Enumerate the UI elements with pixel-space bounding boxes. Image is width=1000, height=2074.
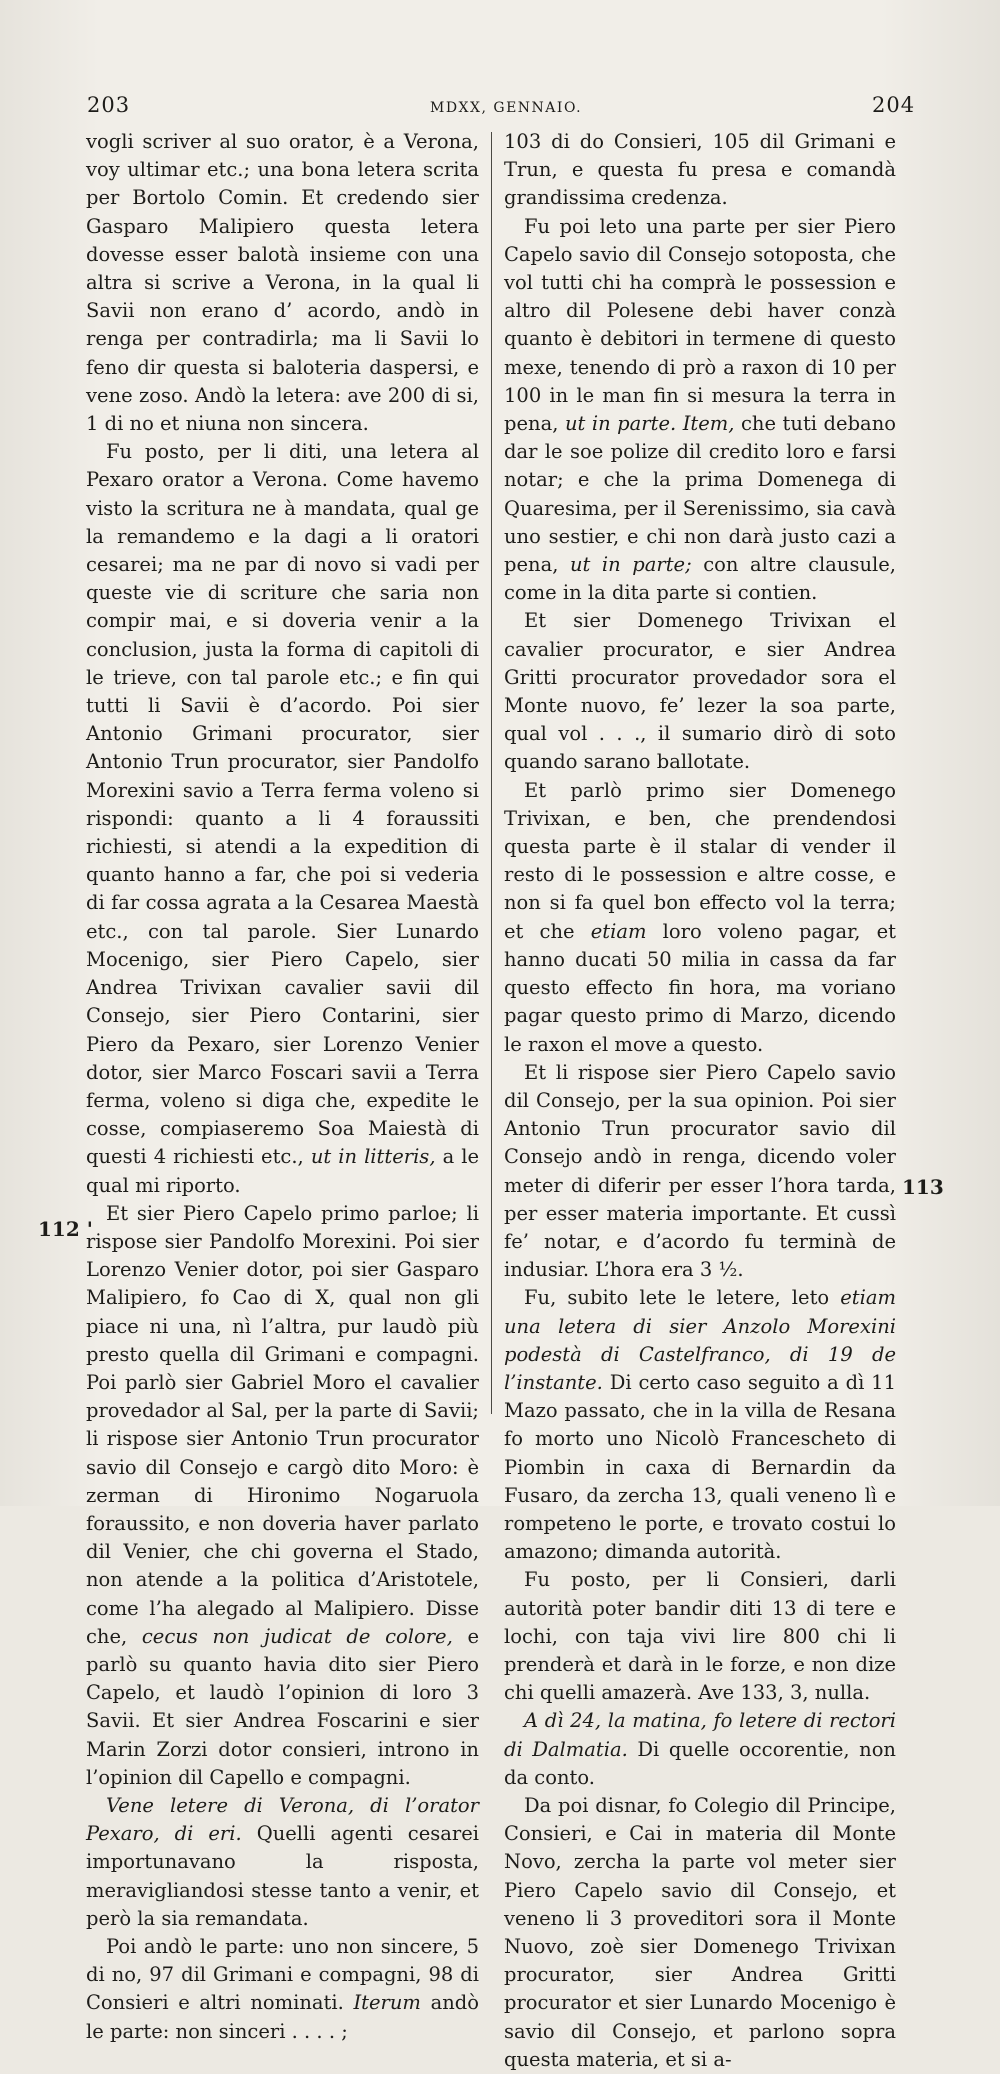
text-run: Fu posto, per li diti, una letera al Pexaro orator a Verona. Come havemo visto la scritura ne à mandata, qual ge la remandemo e la dagi a li oratori cesarei; ma ne par di novo si vadi per queste vie di scriture che saria non compir mai, e si doveria venir a la conclusion, justa la forma di capitoli di le trieve, con tal parole etc.; e fin qui tutti li Savii è d’acordo. Poi sier Antonio Grimani procurator, sier Antonio Trun procurator, sier Pandolfo Morexini savio a Terra ferma voleno si rispondi: quanto a li 4 foraussiti richiesti, si atendi a la expedition di quanto hanno a far, che poi si vederia di far cossa agrata a la Cesarea Maestà etc., con tal parole. Sier Lunardo Mocenigo, sier Piero Capelo, sier Andrea Trivixan cavalier savii dil Consejo, sier Piero Contarini, sier Piero da Pexaro, sier Lorenzo Venier dotor, sier Marco Foscari savii a Terra ferma, voleno si diga che, expedite le cosse, compiaseremo Soa Maiestà di questi 4 richiesti etc., [86,440,479,1169]
paragraph: 103 di do Consieri, 105 dil Grimani e Trun, e questa fu presa e comandà grandissima credenza. [504,130,896,210]
page-number-right: 204 [872,93,916,117]
paragraph [86,1933,479,2046]
text-run: loro voleno pagar, et hanno ducati 50 milia in cassa da far questo effecto fin hora, ma voriano pagar questo primo di Marzo, dicendo le raxon el move a questo. [504,919,896,1056]
page-number-left: 203 [87,93,131,117]
text-run: Di quelle occorentie, non da conto. [504,1737,896,1789]
italic-run: A dì 24, la matina, fo letere di rectori di Dalmatia. [504,1709,896,1761]
italic-run: etiam una letera di sier Anzolo Morexini podestà di Castelfranco, di 19 de l’instante. [504,1286,896,1394]
paragraph: Da poi disnar, fo Colegio dil Principe, Consieri, e Cai in materia dil Monte Novo, zercha la parte vol meter sier Piero Capelo savio dil Consejo, et veneno li 3 proveditori sora il Monte Nuovo, zoè sier Domenego Trivixan procurator, sier Andrea Gritti procurator et sier Lunardo Mocenigo è savio dil Consejo, et parlono sopra questa materia, et si a- [504,1793,896,2071]
right-column [504,128,896,2074]
paragraph: Et sier Domenego Trivixan el cavalier procurator, e sier Andrea Gritti procurator provedador sora el Monte nuovo, fe’ lezer la soa parte, qual vol . . ., il sumario dirò di soto quando sarano ballotate. [504,609,896,774]
italic-run: etiam [590,919,647,943]
paragraph: Fu posto, per li Consieri, darli autorità poter bandir diti 13 di tere e lochi, con taja vivi lire 800 chi li prenderà et darà in le forze, e non dize chi quelli amazerà. Ave 133, 3, nulla. [504,1568,896,1705]
italic-run: Iterum [353,1991,421,2015]
left-column [86,128,479,2046]
text-run: Quelli agenti cesarei importunavano la risposta, meravigliandosi stesse tanto a venir, et però la sia remandata. [86,1822,479,1930]
paragraph [504,213,896,608]
paragraph: vogli scriver al suo orator, è a Verona, voy ultimar etc.; una bona letera scrita per Bortolo Comin. Et credendo sier Gasparo Malipiero questa letera dovesse esser balotà insieme con una altra si scrive a Verona, in la qual li Savii non erano d’ acordo, andò in renga per contradirla; ma li Savii lo feno dir questa si baloteria daspersi, e vene zoso. Andò la letera: ave 200 di si, 1 di no et niuna non sincera. [86,130,479,436]
paragraph [504,1284,896,1566]
column-divider [491,132,492,1414]
paragraph [86,1200,479,1792]
text-run: che tuti debano dar le soe polize dil credito loro e farsi notar; e che la prima Domenega di Quaresima, per il Serenissimo, sia cavà uno sestier, e chi non darà justo cazi a pena, [504,412,896,577]
text-run: andò le parte: non sinceri . . . . ; [86,1991,479,2043]
text-run: Di certo caso seguito a dì 11 Mazo passato, che in la villa de Resana fo morto uno Nicolò Francescheto di Piombin in caxa di Bernardin da Fusaro, da zercha 13, quali veneno lì e rompeteno le porte, e trovato costui lo amazono; dimanda autorità. [504,1370,896,1564]
text-run: Poi andò le parte: uno non sincere, 5 di no, 97 dil Grimani e compagni, 98 di Consieri e altri nominati. [86,1935,479,2015]
text-run: a le qual mi riporto. [86,1145,480,1197]
text-run: Fu, subito lete le letere, leto [524,1286,830,1310]
paragraph [504,777,896,1059]
margin-note-right: 113 [902,1175,944,1199]
italic-run: ut in parte. Item, [564,412,735,436]
italic-run: cecus non judicat de colore, [141,1624,453,1648]
paragraph [86,438,479,1199]
text-run: Et sier Piero Capelo primo parloe; li rispose sier Pandolfo Morexini. Poi sier Lorenzo Venier dotor, poi sier Gasparo Malipiero, fo Cao di X, qual non gli piace ni una, nì l’altra, pur laudò più presto quella dil Grimani e compagni. Poi parlò sier Gabriel Moro el cavalier provedador al Sal, per la parte di Savii; li rispose sier Antonio Trun procurator savio dil Consejo e cargò dito Moro: è zerman di Hironimo Nogaruola foraussito, e non doveria haver parlato dil Venier, che chi governa el Stado, non atende a la politica d’Aristotele, come l’ha alegado al Malipiero. Disse che, [86,1201,479,1648]
text-run: Et parlò primo sier Domenego Trivixan, e ben, che prendendosi questa parte è il stalar di vender il resto di le possession e altre cosse, e non si fa quel bon effecto vol la terra; et che [504,778,896,943]
text-run: e parlò su quanto havia dito sier Piero Capelo, et laudò l’opinion di loro 3 Savii. Et sier Andrea Foscarini e sier Marin Zorzi dotor consieri, introno in l’opinion dil Capello e compagni. [86,1624,480,1789]
italic-run: ut in litteris, [310,1145,436,1169]
text-run: Fu poi leto una parte per sier Piero Capelo savio dil Consejo sotoposta, che vol tutti chi ha comprà le possession e altro dil Polesene debi haver conzà quanto è debitori in termene di questo mexe, tenendo di prò a raxon di 10 per 100 in le man fin si mesura la terra in pena, [504,214,896,436]
italic-run: Vene letere di Verona, di l’orator Pexaro, di eri. [86,1793,479,1846]
running-title: MDXX, GENNAIO. [430,100,583,116]
paragraph [86,1792,479,1933]
italic-run: ut in parte; [569,553,692,577]
paragraph [504,1707,896,1792]
text-run: con altre clausule, come in la dita parte si contien. [504,553,896,605]
margin-note-left: 112 ' [38,1217,93,1241]
paragraph: Et li rispose sier Piero Capelo savio dil Consejo, per la sua opinion. Poi sier Antonio Trun procurator savio dil Consejo andò in renga, dicendo voler meter di diferir per esser l’hora tarda, per esser materia importante. Et cussì fe’ notar, e d’acordo fu terminà de indusiar. L’hora era 3 ½. [504,1060,896,1282]
